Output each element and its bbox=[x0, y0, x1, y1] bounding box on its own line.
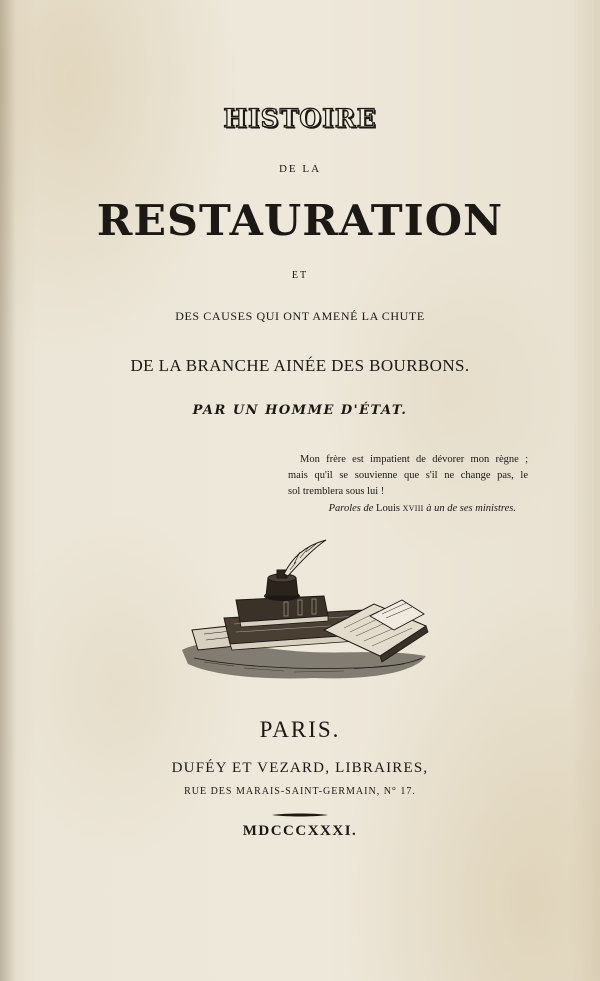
books-inkwell-quill-vignette bbox=[174, 538, 434, 693]
author-line: PAR UN HOMME D'ÉTAT. bbox=[192, 403, 408, 418]
imprint-year: MDCCCXXXI. bbox=[242, 823, 358, 839]
title-top: HISTOIRE bbox=[223, 104, 377, 133]
epigraph bbox=[288, 452, 528, 517]
imprint-city: PARIS. bbox=[259, 717, 341, 742]
subtitle-line-2: DE LA BRANCHE AINÉE DES BOURBONS. bbox=[130, 356, 470, 375]
attribution-suffix: à un de ses ministres. bbox=[426, 503, 516, 514]
epigraph-attribution bbox=[288, 501, 528, 517]
title-main: RESTAURATION bbox=[96, 196, 504, 245]
epigraph-line-1: Mon frère est impatient de dévorer mon règne ; bbox=[300, 454, 528, 465]
ornamental-rule bbox=[270, 812, 330, 818]
imprint-publisher: DUFÉY ET VEZARD, LIBRAIRES, bbox=[171, 760, 429, 776]
epigraph-line-3: sol tremblera sous lui ! bbox=[288, 486, 385, 497]
imprint-address: RUE DES MARAIS-SAINT-GERMAIN, N° 17. bbox=[184, 786, 416, 797]
attribution-numeral: XVIII bbox=[402, 504, 424, 513]
attribution-name: Louis bbox=[376, 503, 400, 514]
subtitle-line-1: DES CAUSES QUI ONT AMENÉ LA CHUTE bbox=[175, 309, 425, 323]
subtitle-connector: ET bbox=[291, 270, 309, 281]
title-connector: DE LA bbox=[278, 163, 322, 175]
epigraph-line-2: mais qu'il se souvienne que s'il ne change pas, le bbox=[288, 470, 528, 481]
attribution-prefix: Paroles de bbox=[328, 503, 374, 514]
